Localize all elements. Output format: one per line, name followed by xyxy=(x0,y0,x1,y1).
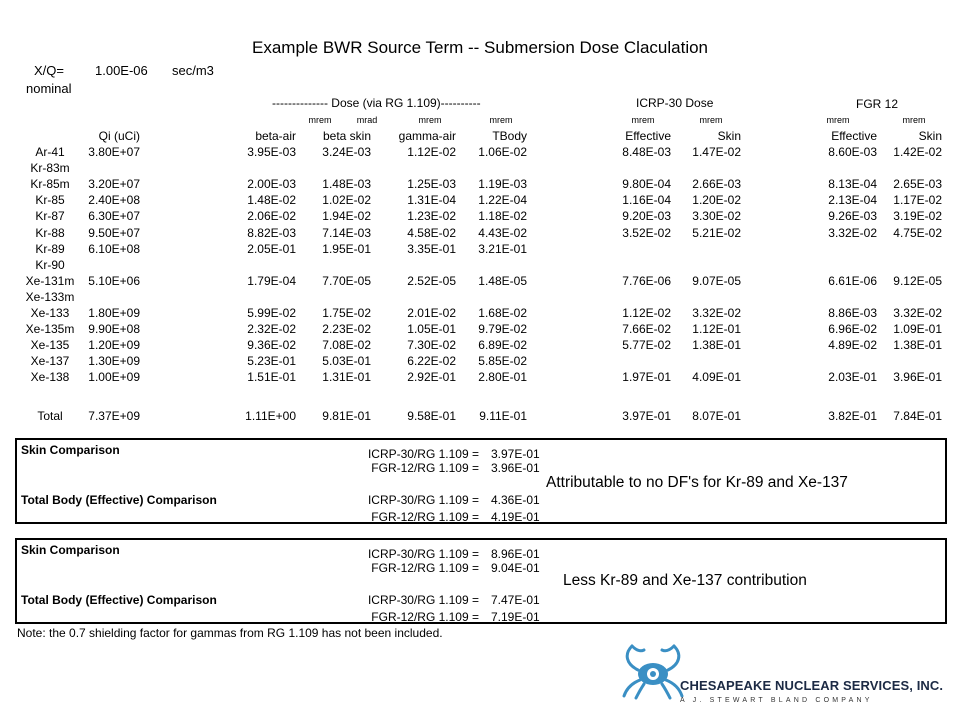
table-cell: 5.85E-02 xyxy=(478,354,527,369)
table-cell: 3.21E-01 xyxy=(478,241,527,256)
ratio-label: FGR-12/RG 1.109 = xyxy=(371,561,479,575)
unit-label: mrem xyxy=(418,115,442,125)
table-cell: 1.97E-01 xyxy=(622,370,671,385)
total-body-comparison-label: Total Body (Effective) Comparison xyxy=(21,593,217,607)
ratio-value: 8.96E-01 xyxy=(491,547,540,561)
table-cell: 1.23E-02 xyxy=(407,209,456,224)
table-cell: 1.18E-02 xyxy=(478,209,527,224)
table-cell: 9.90E+08 xyxy=(88,322,140,337)
xq-label-2: nominal xyxy=(26,81,72,96)
table-cell: 9.50E+07 xyxy=(88,225,140,240)
table-cell: 3.52E-02 xyxy=(622,225,671,240)
table-cell: 1.20E+09 xyxy=(88,338,140,353)
table-cell: 1.12E-01 xyxy=(692,322,741,337)
table-cell: 9.36E-02 xyxy=(247,338,296,353)
column-header: Effective xyxy=(831,129,877,143)
table-cell: 4.75E-02 xyxy=(893,225,942,240)
table-cell: 1.68E-02 xyxy=(478,306,527,320)
table-cell: 2.32E-02 xyxy=(247,322,296,337)
table-cell: 8.82E-03 xyxy=(247,225,296,240)
unit-label: mrem xyxy=(631,115,655,125)
table-cell: 1.75E-02 xyxy=(322,306,371,320)
total-cell: 9.81E-01 xyxy=(322,409,371,423)
icrp-group-header: ICRP-30 Dose xyxy=(636,96,714,110)
total-cell: 7.37E+09 xyxy=(88,409,140,423)
table-cell: 4.43E-02 xyxy=(478,225,527,240)
skin-comparison-label: Skin Comparison xyxy=(21,443,120,457)
total-cell: 7.84E-01 xyxy=(893,409,942,423)
table-cell: 2.13E-04 xyxy=(828,193,877,208)
table-cell: 7.14E-03 xyxy=(322,225,371,240)
column-header: Effective xyxy=(625,129,671,143)
table-cell: 1.38E-01 xyxy=(893,338,942,353)
column-header: Skin xyxy=(717,129,741,143)
table-cell: 8.60E-03 xyxy=(828,145,877,159)
ratio-label: FGR-12/RG 1.109 = xyxy=(371,461,479,475)
table-cell: 7.08E-02 xyxy=(322,338,371,353)
table-cell: 2.23E-02 xyxy=(322,322,371,337)
table-cell: 1.05E-01 xyxy=(407,322,456,337)
table-cell: 3.24E-03 xyxy=(322,145,371,159)
table-cell: 7.30E-02 xyxy=(407,338,456,353)
table-cell: 2.05E-01 xyxy=(247,241,296,256)
table-cell: 3.20E+07 xyxy=(88,177,140,192)
skin-comparison-label: Skin Comparison xyxy=(21,543,120,557)
ratio-label: ICRP-30/RG 1.109 = xyxy=(367,547,479,561)
nuclide-name: Ar-41 xyxy=(35,145,65,159)
unit-label: mrem xyxy=(699,115,723,125)
table-cell: 3.19E-02 xyxy=(893,209,942,224)
table-cell: 9.80E-04 xyxy=(622,177,671,192)
nuclide-name: Xe-135 xyxy=(30,338,70,353)
table-cell: 1.31E-04 xyxy=(407,193,456,208)
column-header: gamma-air xyxy=(398,129,456,143)
total-cell: 9.11E-01 xyxy=(479,409,527,423)
table-cell: 2.40E+08 xyxy=(88,193,140,208)
ratio-value: 3.96E-01 xyxy=(491,461,540,475)
ratio-value: 7.19E-01 xyxy=(491,610,540,624)
nuclide-name: Xe-133 xyxy=(30,306,70,320)
fgr-group-header: FGR 12 xyxy=(856,97,899,111)
xq-value: 1.00E-06 xyxy=(95,63,148,78)
table-cell: 1.06E-02 xyxy=(478,145,527,159)
ratio-value: 7.47E-01 xyxy=(491,593,540,607)
table-cell: 1.16E-04 xyxy=(622,193,671,208)
table-cell: 7.70E-05 xyxy=(322,273,371,288)
total-cell: 8.07E-01 xyxy=(692,409,741,423)
unit-label: mrem xyxy=(826,115,850,125)
table-cell: 1.51E-01 xyxy=(247,370,296,385)
ratio-label: ICRP-30/RG 1.109 = xyxy=(367,593,479,607)
table-cell: 1.38E-01 xyxy=(692,338,741,353)
crab-logo-icon xyxy=(618,640,688,700)
table-cell: 3.80E+07 xyxy=(88,145,140,159)
table-cell: 7.66E-02 xyxy=(622,322,671,337)
nuclide-name: Kr-89 xyxy=(35,241,65,256)
ratio-label: FGR-12/RG 1.109 = xyxy=(371,510,479,524)
table-cell: 5.03E-01 xyxy=(322,354,371,369)
nuclide-name: Kr-85m xyxy=(30,177,70,192)
total-body-comparison-label: Total Body (Effective) Comparison xyxy=(21,493,217,507)
table-cell: 1.48E-03 xyxy=(322,177,371,192)
ratio-value: 4.19E-01 xyxy=(491,510,540,524)
table-cell: 8.13E-04 xyxy=(828,177,877,192)
table-cell: 5.21E-02 xyxy=(692,225,741,240)
unit-label: mrem xyxy=(308,115,332,125)
nuclide-name: Xe-137 xyxy=(30,354,70,369)
table-cell: 1.95E-01 xyxy=(322,241,371,256)
table-cell: 6.30E+07 xyxy=(88,209,140,224)
table-cell: 1.48E-02 xyxy=(247,193,296,208)
table-cell: 1.00E+09 xyxy=(88,370,140,385)
table-cell: 1.31E-01 xyxy=(322,370,371,385)
column-header: Skin xyxy=(918,129,942,143)
table-cell: 6.89E-02 xyxy=(478,338,527,353)
table-cell: 3.32E-02 xyxy=(893,306,942,320)
table-cell: 3.30E-02 xyxy=(692,209,741,224)
table-cell: 2.92E-01 xyxy=(407,370,456,385)
company-name: CHESAPEAKE NUCLEAR SERVICES, INC. xyxy=(680,678,944,693)
ratio-value: 3.97E-01 xyxy=(491,447,540,461)
table-cell: 5.77E-02 xyxy=(622,338,671,353)
box-note: Attributable to no DF's for Kr-89 and Xe-137 xyxy=(546,474,848,491)
total-cell: 3.97E-01 xyxy=(622,409,671,423)
column-header: beta skin xyxy=(322,129,371,143)
table-cell: 1.94E-02 xyxy=(322,209,371,224)
table-cell: 9.20E-03 xyxy=(622,209,671,224)
table-cell: 1.17E-02 xyxy=(893,193,942,208)
nuclide-name: Kr-88 xyxy=(35,225,65,240)
total-cell: 1.11E+00 xyxy=(245,409,296,423)
unit-label: mrad xyxy=(356,115,378,125)
unit-label: mrem xyxy=(489,115,513,125)
nuclide-name: Kr-90 xyxy=(35,257,65,272)
table-cell: 4.89E-02 xyxy=(828,338,877,353)
xq-label: X/Q= xyxy=(34,63,64,78)
total-cell: 3.82E-01 xyxy=(828,409,877,423)
nuclide-name: Kr-87 xyxy=(35,209,65,224)
table-cell: 6.96E-02 xyxy=(828,322,877,337)
table-cell: 3.35E-01 xyxy=(407,241,456,256)
table-cell: 1.80E+09 xyxy=(88,306,140,320)
nuclide-name: Xe-138 xyxy=(30,370,70,385)
unit-label: mrem xyxy=(902,115,926,125)
ratio-label: FGR-12/RG 1.109 = xyxy=(371,610,479,624)
ratio-label: ICRP-30/RG 1.109 = xyxy=(367,493,479,507)
table-cell: 6.61E-06 xyxy=(828,273,877,288)
table-cell: 8.48E-03 xyxy=(622,145,671,159)
column-header: TBody xyxy=(492,129,527,143)
table-cell: 1.22E-04 xyxy=(478,193,527,208)
table-cell: 2.03E-01 xyxy=(828,370,877,385)
nuclide-name: Xe-133m xyxy=(25,289,75,304)
footnote: Note: the 0.7 shielding factor for gammas from RG 1.109 has not been included. xyxy=(17,626,443,640)
table-cell: 1.79E-04 xyxy=(247,273,296,288)
table-cell: 5.10E+06 xyxy=(88,273,140,288)
table-cell: 9.26E-03 xyxy=(828,209,877,224)
table-cell: 2.66E-03 xyxy=(692,177,741,192)
table-cell: 6.22E-02 xyxy=(407,354,456,369)
table-cell: 2.65E-03 xyxy=(893,177,942,192)
table-cell: 1.48E-05 xyxy=(478,273,527,288)
table-cell: 2.80E-01 xyxy=(478,370,527,385)
table-cell: 4.09E-01 xyxy=(692,370,741,385)
table-cell: 9.12E-05 xyxy=(893,273,942,288)
table-cell: 1.19E-03 xyxy=(478,177,527,192)
nuclide-name: Kr-85 xyxy=(35,193,65,208)
table-cell: 1.20E-02 xyxy=(692,193,741,208)
table-cell: 9.07E-05 xyxy=(692,273,741,288)
table-cell: 3.95E-03 xyxy=(247,145,296,159)
column-header: beta-air xyxy=(255,129,296,143)
total-label: Total xyxy=(37,409,63,423)
table-cell: 9.79E-02 xyxy=(478,322,527,337)
table-cell: 2.52E-05 xyxy=(407,273,456,288)
dose-group-header: -------------- Dose (via RG 1.109)---------- xyxy=(272,96,481,110)
xq-unit: sec/m3 xyxy=(172,63,214,78)
table-cell: 1.09E-01 xyxy=(893,322,942,337)
comparison-box-1 xyxy=(15,438,947,524)
table-cell: 5.23E-01 xyxy=(247,354,296,369)
ratio-value: 9.04E-01 xyxy=(491,561,540,575)
ratio-label: ICRP-30/RG 1.109 = xyxy=(367,447,479,461)
table-cell: 5.99E-02 xyxy=(247,306,296,320)
table-cell: 1.42E-02 xyxy=(893,145,942,159)
nuclide-name: Xe-135m xyxy=(25,322,75,337)
nuclide-name: Xe-131m xyxy=(25,273,75,288)
table-cell: 1.47E-02 xyxy=(692,145,741,159)
table-cell: 6.10E+08 xyxy=(88,241,140,256)
total-cell: 9.58E-01 xyxy=(407,409,456,423)
company-subtitle: A J. STEWART BLAND COMPANY xyxy=(680,697,873,704)
table-cell: 1.25E-03 xyxy=(407,177,456,192)
table-cell: 3.32E-02 xyxy=(692,306,741,320)
table-cell: 3.32E-02 xyxy=(828,225,877,240)
table-cell: 7.76E-06 xyxy=(622,273,671,288)
column-header: Qi (uCi) xyxy=(98,129,140,143)
ratio-value: 4.36E-01 xyxy=(491,493,540,507)
table-cell: 2.06E-02 xyxy=(247,209,296,224)
box-note: Less Kr-89 and Xe-137 contribution xyxy=(563,572,807,589)
table-cell: 2.00E-03 xyxy=(247,177,296,192)
comparison-box-2 xyxy=(15,538,947,624)
table-cell: 1.12E-02 xyxy=(622,306,671,320)
table-cell: 4.58E-02 xyxy=(407,225,456,240)
table-cell: 1.12E-02 xyxy=(407,145,456,159)
table-cell: 8.86E-03 xyxy=(828,306,877,320)
nuclide-name: Kr-83m xyxy=(30,161,70,176)
page-title: Example BWR Source Term -- Submersion Dose Claculation xyxy=(251,38,709,57)
table-cell: 3.96E-01 xyxy=(893,370,942,385)
table-cell: 2.01E-02 xyxy=(407,306,456,320)
table-cell: 1.30E+09 xyxy=(88,354,140,369)
table-cell: 1.02E-02 xyxy=(322,193,371,208)
